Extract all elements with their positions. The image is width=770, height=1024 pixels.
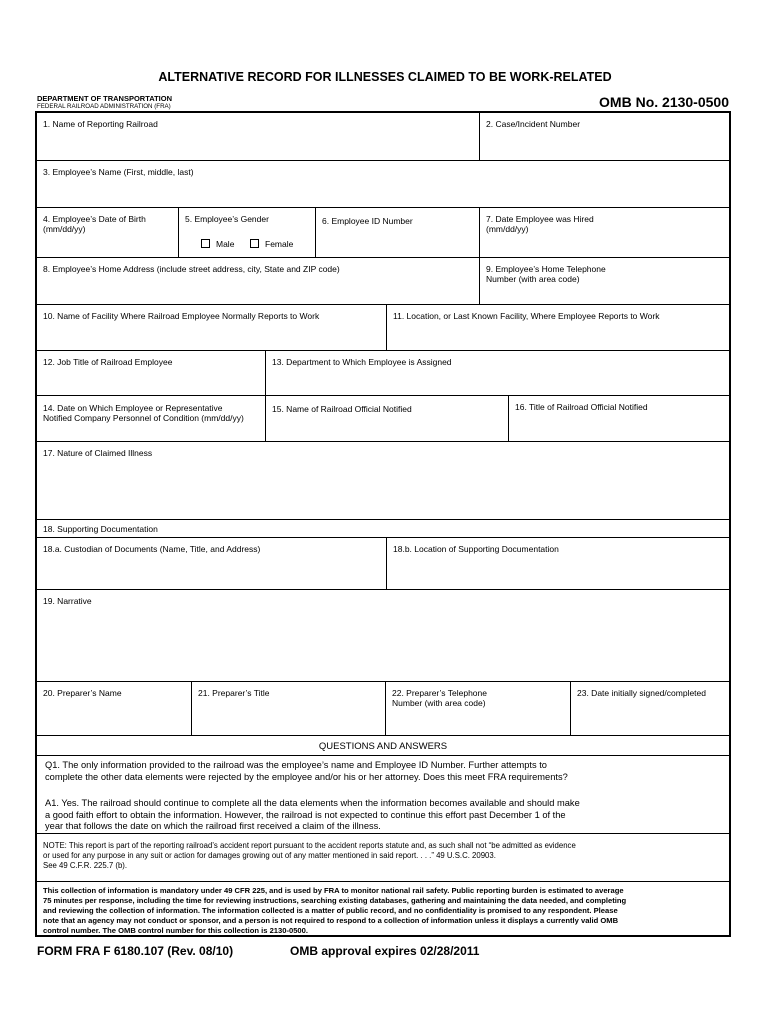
row-3 <box>37 208 729 258</box>
row-10 <box>37 538 729 590</box>
male-label: Male <box>216 239 235 249</box>
field-preparer-name[interactable] <box>37 682 192 735</box>
label-official-name: 15. Name of Railroad Official Notified <box>272 404 412 414</box>
label-date-of-birth: 4. Employee’s Date of Birth (mm/dd/yy) <box>43 214 146 234</box>
qa-question-1: Q1. The only information provided to the railroad was the employee’s name and Employee ID Number. Further attempts to complete the other data elements were rejected by the employee and/or his or her attorney. Does this meet FRA requirements? <box>45 760 568 782</box>
field-gender <box>179 208 316 257</box>
row-8 <box>37 442 729 520</box>
label-employee-id: 6. Employee ID Number <box>322 216 413 226</box>
label-date-hired: 7. Date Employee was Hired (mm/dd/yy) <box>486 214 594 234</box>
row-4 <box>37 258 729 305</box>
row-7 <box>37 396 729 442</box>
field-preparer-title[interactable] <box>192 682 386 735</box>
field-facility-location[interactable] <box>387 305 729 350</box>
form-title: ALTERNATIVE RECORD FOR ILLNESSES CLAIMED TO BE WORK-RELATED <box>158 70 612 84</box>
row-6 <box>37 351 729 396</box>
row-5 <box>37 305 729 351</box>
label-narrative: 19. Narrative <box>43 596 92 606</box>
label-case-number: 2. Case/Incident Number <box>486 119 581 129</box>
label-official-title: 16. Title of Railroad Official Notified <box>515 402 648 412</box>
field-official-name[interactable] <box>266 396 509 441</box>
label-home-telephone: 9. Employee’s Home Telephone Number (with area code) <box>486 264 606 284</box>
row-1 <box>37 113 729 161</box>
note-text: NOTE: This report is part of the reporting railroad’s accident report pursuant to the accident reports statute and, as such shall not “be admitted as evidence or used for any purpose in any suit or action for damages growing out of any matter mentioned in said report. . . .” 49 U.S.C. 20903. See 49 C.F.R. 225.7 (b). <box>43 841 576 870</box>
field-narrative[interactable] <box>37 590 729 681</box>
field-preparer-telephone[interactable] <box>386 682 571 735</box>
field-document-custodian[interactable] <box>37 538 387 589</box>
row-11 <box>37 590 729 682</box>
qa-answer-1: A1. Yes. The railroad should continue to complete all the data elements when the information becomes available and should make a good faith effort to obtain the information. However, the railroad is not expected to continue this effort past December 1 of the year that follows the date on which the railroad first received a claim of the illness. <box>45 798 580 831</box>
field-reporting-railroad[interactable] <box>37 113 480 160</box>
male-checkbox[interactable] <box>201 239 210 248</box>
field-notification-date[interactable] <box>37 396 266 441</box>
label-supporting-documentation: 18. Supporting Documentation <box>43 524 158 534</box>
field-official-title[interactable] <box>509 396 729 441</box>
label-preparer-title: 21. Preparer’s Title <box>198 688 270 698</box>
label-date-signed: 23. Date initially signed/completed <box>577 688 706 698</box>
label-notification-date: 14. Date on Which Employee or Representative Notified Company Personnel of Condition (mm/dd/yy) <box>43 403 244 423</box>
qa-heading: QUESTIONS AND ANSWERS <box>318 741 448 752</box>
female-label: Female <box>265 239 294 249</box>
department-name: DEPARTMENT OF TRANSPORTATION <box>37 94 172 103</box>
label-department: 13. Department to Which Employee is Assigned <box>272 357 452 367</box>
label-employee-name: 3. Employee’s Name (First, middle, last) <box>43 167 194 177</box>
label-reporting-railroad: 1. Name of Reporting Railroad <box>43 119 158 129</box>
field-department[interactable] <box>266 351 729 395</box>
burden-section <box>37 882 729 935</box>
field-nature-of-illness[interactable] <box>37 442 729 519</box>
form-body <box>35 111 731 937</box>
qa-divider <box>37 755 729 756</box>
field-supporting-documentation <box>37 520 729 537</box>
omb-number: OMB No. 2130-0500 <box>599 94 729 110</box>
field-facility-name[interactable] <box>37 305 387 350</box>
label-facility-location: 11. Location, or Last Known Facility, Where Employee Reports to Work <box>393 311 660 321</box>
omb-expiration: OMB approval expires 02/28/2011 <box>290 944 480 958</box>
row-12 <box>37 682 729 736</box>
row-9 <box>37 520 729 538</box>
label-facility-name: 10. Name of Facility Where Railroad Employee Normally Reports to Work <box>43 311 320 321</box>
note-section <box>37 834 729 882</box>
field-home-address[interactable] <box>37 258 480 304</box>
label-gender: 5. Employee’s Gender <box>185 214 269 224</box>
label-document-location: 18.b. Location of Supporting Documentation <box>393 544 559 554</box>
label-preparer-name: 20. Preparer’s Name <box>43 688 122 698</box>
field-date-signed[interactable] <box>571 682 729 735</box>
questions-and-answers <box>37 736 729 834</box>
administration-name: FEDERAL RAILROAD ADMINISTRATION (FRA) <box>37 103 171 110</box>
label-home-address: 8. Employee’s Home Address (include street address, city, State and ZIP code) <box>43 264 340 274</box>
field-date-of-birth[interactable] <box>37 208 179 257</box>
label-nature-of-illness: 17. Nature of Claimed Illness <box>43 448 153 458</box>
field-document-location[interactable] <box>387 538 729 589</box>
field-case-number[interactable] <box>480 113 729 160</box>
label-document-custodian: 18.a. Custodian of Documents (Name, Title, and Address) <box>43 544 261 554</box>
burden-statement: This collection of information is mandatory under 49 CFR 225, and is used by FRA to monitor national rail safety. Public reporting burden is estimated to average 75 minutes per response, including the time for reviewing instructions, searching existing databases, gathering and maintaining the data needed, and completing and reviewing the collection of information. The information collected is a matter of public record, and no confidentiality is promised to any respondent. Please note that an agency may not conduct or sponsor, and a person is not required to respond to a collection of information unless it displays a currently valid OMB control number. The OMB control number for this collection is 2130-0500. <box>43 886 627 935</box>
field-home-telephone[interactable] <box>480 258 729 304</box>
gender-option-female[interactable] <box>250 239 293 249</box>
field-employee-id[interactable] <box>316 208 480 257</box>
female-checkbox[interactable] <box>250 239 259 248</box>
gender-option-male[interactable] <box>201 239 234 249</box>
row-2 <box>37 161 729 208</box>
label-job-title: 12. Job Title of Railroad Employee <box>43 357 173 367</box>
form-identifier: FORM FRA F 6180.107 (Rev. 08/10) <box>37 944 234 958</box>
field-job-title[interactable] <box>37 351 266 395</box>
field-employee-name[interactable] <box>37 161 729 207</box>
field-date-hired[interactable] <box>480 208 729 257</box>
label-preparer-telephone: 22. Preparer’s Telephone Number (with area code) <box>392 688 487 708</box>
